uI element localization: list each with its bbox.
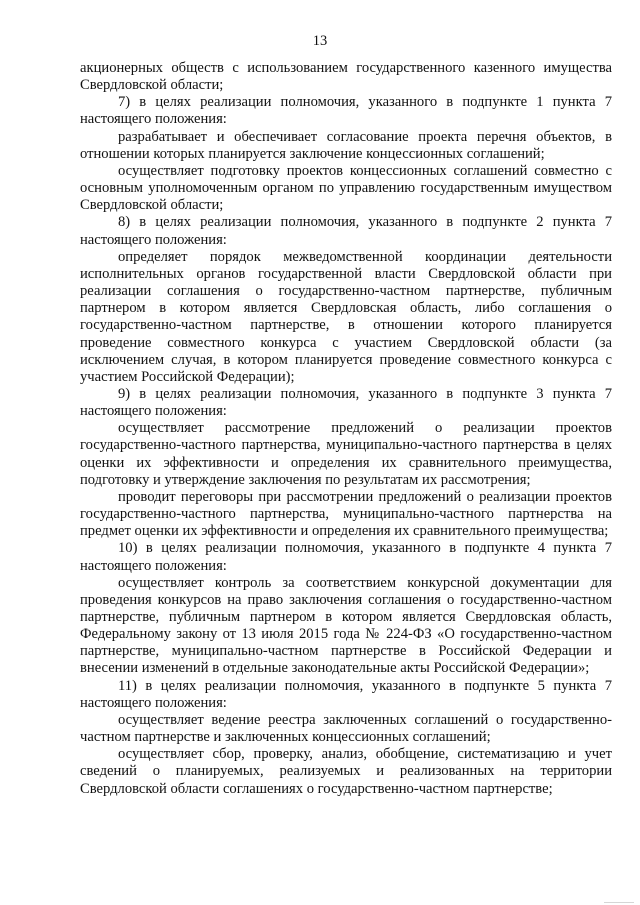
paragraph-item-10: 10) в целях реализации полномочия, указанного в подпункте 4 пункта 7 настоящего положения:	[80, 540, 612, 574]
scan-edge-mark	[604, 902, 634, 903]
page-number: 13	[312, 33, 328, 49]
document-body	[80, 60, 612, 798]
paragraph-item-9: 9) в целях реализации полномочия, указанного в подпункте 3 пункта 7 настоящего положения:	[80, 385, 612, 420]
paragraph-item-7: 7) в целях реализации полномочия, указанного в подпункте 1 пункта 7 настоящего положения:	[80, 94, 612, 128]
paragraph-item-11-duty-2: осуществляет сбор, проверку, анализ, обобщение, систематизацию и учет сведений о планируемых, реализуемых и реализованных на территории Свердловской области соглашениях о государственно-частном партнерстве;	[80, 746, 612, 797]
paragraph-item-7-duty-1: разрабатывает и обеспечивает согласование проекта перечня объектов, в отношении которых планируется заключение концессионных соглашений;	[80, 128, 612, 162]
paragraph-item-11-duty-1: осуществляет ведение реестра заключенных соглашений о государственно-частном партнерстве и заключенных концессионных соглашений;	[80, 711, 612, 746]
paragraph-item-7-duty-2: осуществляет подготовку проектов концессионных соглашений совместно с основным уполномоченным органом по управлению государственным имуществом Свердловской области;	[80, 162, 612, 214]
paragraph-item-8: 8) в целях реализации полномочия, указанного в подпункте 2 пункта 7 настоящего положения:	[80, 214, 612, 248]
paragraph-item-8-duty-1: определяет порядок межведомственной координации деятельности исполнительных органов государственной власти Свердловской области при реализации соглашения о государственно-частном партнерстве, публичным партнером в котором является Свердловская область, либо соглашения о государственно-частном партнерстве, в отношении которого планируется проведение совместного конкурса с участием Свердловской области (за исключением случая, в котором планируется проведение совместного конкурса с участием Российской Федерации);	[80, 248, 612, 385]
paragraph-continuation: акционерных обществ с использованием государственного казенного имущества Свердловской области;	[80, 60, 612, 94]
paragraph-item-10-duty-1: осуществляет контроль за соответствием конкурсной документации для проведения конкурсов на право заключения соглашения о государственно-частном партнерстве, публичным партнером в котором является Свердловская область, Федеральному закону от 13 июля 2015 года № 224-ФЗ «О государственно-частном партнерстве, муниципально-частном партнерстве в Российской Федерации и внесении изменений в отдельные законодательные акты Российской Федерации»;	[80, 574, 612, 677]
paragraph-item-9-duty-1: осуществляет рассмотрение предложений о реализации проектов государственно-частного партнерства, муниципально-частного партнерства в целях оценки их эффективности и определения их сравнительного преимущества, подготовку и утверждение заключения по результатам их рассмотрения;	[80, 420, 612, 488]
paragraph-item-11: 11) в целях реализации полномочия, указанного в подпункте 5 пункта 7 настоящего положения:	[80, 677, 612, 711]
paragraph-item-9-duty-2: проводит переговоры при рассмотрении предложений о реализации проектов государственно-частного партнерства, муниципально-частного партнерства на предмет оценки их эффективности и определения их сравнительного преимущества;	[80, 488, 612, 540]
